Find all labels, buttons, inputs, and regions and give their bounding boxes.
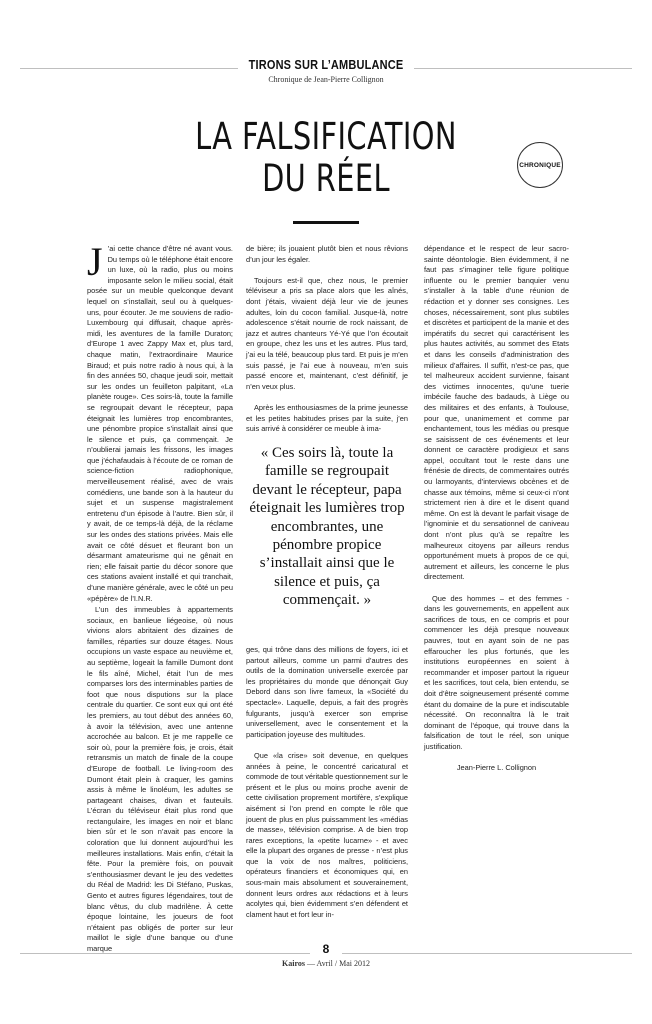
column-1-top [87,239,233,615]
section-title: TIRONS SUR L’AMBULANCE [248,58,404,72]
column-1-bottom [87,605,233,965]
title-underline-bar [293,221,359,224]
column-2-top [246,244,408,445]
section-header [0,58,652,84]
column-3 [424,244,569,784]
paragraph: dépendance et le respect de leur sacro-sainte déontologie. Bien évidemment, il ne faut pas s’imaginer telle figure politique influente ou le premier banquier venu s’installer à la table d’une réunion de rédaction et y donner ses consignes. Les choses, nécessairement, sont plus subtiles et discrètes et participent de la manie et des impératifs du secret qui caractérisent les plus hautes activités, au sommet des Etats et dans les conseils d’administration des milieux d’affaires. Il suffit, n’est-ce pas, que tel malheureux accident survienne, faisant des victimes innocentes, qu’une tuerie imbécile fauche des badauds, à Liège ou des militaires et des enfants, à Toulouse, pour que, unanimement et comme par enchantement, tous les médias ou presque se saisissent de ces événements et leur donnent ce caractère prodigieux et sans appel, occultant tout le reste dans une frénésie de directs, de commentaires outrés ou larmoyants, d’interviews obcènes et de chasse aux témoins, même si ceux-ci n’ont strictement rien à dire et le disent quand même. On est là devant le parfait visage de l’ignominie et du sensationnel de caniveau dont n’ont plus qu’à se repaître les malheureux citoyens par ailleurs rendus opportunément muets à propos de ce qui, autrement et ailleurs, les concerne le plus directement. [424,244,569,582]
paragraph: Que «la crise» soit devenue, en quelques années à peine, le concentré caricatural et commode de tout véritable questionnement sur le présent et le plus ou moins proche avenir de cette civilisation proprement mortifère, s’explique aisément si l’on prend en compte le rôle que jouent de plus en plus puissamment les «médias de masse», télévision comprise. A de bien trop rares exceptions, la «petite lucarne» - et avec elle la plupart des organes de presse - n’est plus que la voix de nos maîtres, politiciens, opérateurs financiers et économiques qui, en sous-main mais absolument et souverainement, donnent leurs ordres aux rédactions et à leurs acolytes qui, bien évidemment s’en défendent et clament haut et fort leur in- [246,750,408,919]
column-byline: Chronique de Jean-Pierre Collignon [268,75,384,84]
paragraph: Toujours est-il que, chez nous, le premier téléviseur a pris sa place alors que les aînés, dont j’étais, vivaient déjà leur vie de jeunes adultes, loin du cocon familial. Jusque-là, notre adolescence s’était nourrie de rock naissant, de jazz et autres chanteurs Yé-Yé que l’on écoutait en groupe, chez les uns et les autres. Plus tard, j’ai eu la télé, beaucoup plus tard. Et puis je m’en suis passé, je l’ai eue à nouveau, m’en suis passé encore et, maintenant, c’est définitif, je n’en veux plus. [246,275,408,391]
page-footer [0,942,652,968]
column-2-bottom [246,645,408,931]
issue-info [0,959,652,968]
drop-cap: J [87,239,103,284]
magazine-name: Kairos [282,959,305,968]
article-title-line-2: DU RÉEL [262,157,390,200]
article-title-line-1: LA FALSIFICATION [195,115,457,158]
issue-date: — Avril / Mai 2012 [307,959,370,968]
page-number: 8 [322,942,330,956]
chronique-badge: CHRONIQUE [517,142,563,188]
paragraph: Que des hommes – et des femmes - dans les gouvernements, en appellent aux sacrifices de tous, en ce compris et pour commencer les déjà presque nouveaux pauvres, tout en ayant soin de ne pas effaroucher les plus fortunés, que les institutions européennes en soient à recommander et imposer partout la rigueur et les sacrifices, tout cela, bien entendu, se doit d’être soigneusement présenté comme étant du domaine de la pure et indiscutable nécessité. On reconnaîtra là le trait dominant de l’époque, qui trouve dans la falsification de tout le réel, son unique justification. [424,593,569,751]
paragraph: Après les enthousiasmes de la prime jeunesse et les petites habitudes prises par la suite, j’en suis arrivé à considérer ce meuble à ima- [246,402,408,434]
paragraph [87,239,233,604]
paragraph: de bière; ils jouaient plutôt bien et nous rêvions d’un jour les égaler. [246,244,408,264]
paragraph: L’un des immeubles à appartements sociaux, en banlieue liégeoise, où nous vivions alors abritaient des dizaines de familles, réparties sur douze étages. Nous occupions un vaste espace au neuvième et, au septième, logeait la famille Dumont dont le fils aîné, Michel, était l’un de mes comparses lors des interminables parties de foot que nous disputions sur la place centrale du quartier. Ce sont eux qui ont été les premiers, au tout début des années 60, à avoir la télévision, avec une antenne accrochée au balcon. Et je me rappelle ce soir où, pour la première fois, je crois, était retransmis un match de finale de la coupe d’Europe de football. Le living-room des Dumont était plein à craquer, les gamins assis à même le linoléum, les adultes se partageant chaises, divan et fauteuils. L’écran du téléviseur était plus rond que rectangulaire, les images en noir et blanc bien sûr et le son n’avait pas encore la coloration que lui donnent aujourd’hui les meilleures installations. Mais enfin, c’était la fête. Pour la première fois, on pouvait s’enthousiasmer devant le jeu des vedettes du Réal de Madrid: les Di Stéfano, Puskas, Gento et autres figures légendaires, tout de blanc vêtus, du club madrilène. À cette époque lointaine, les joueurs de foot n’étaient pas obligés de porter sur leur maillot le sigle d’une banque ou d’une marque [87,605,233,953]
paragraph: ges, qui trône dans des millions de foyers, ici et partout ailleurs, comme un parmi d’autres des outils de la domination universelle exercée par les propriétaires du monde que dénonçait Guy Debord dans son livre fameux, la «Société du spectacle». Laquelle, depuis, a fait des progrès fulgurants, jusqu’à exercer son emprise universellement, avec le consentement et la participation joyeuse des multitudes. [246,645,408,739]
author-signature: Jean-Pierre L. Collignon [456,763,537,773]
pull-quote: « Ces soirs là, toute la famille se regroupait devant le récepteur, papa éteignait les lumières trop encombrantes, une pénombre propice s’installait ainsi que le silence et puis, ça commençait. » [249,445,405,609]
paragraph-text: ’ai cette chance d’être né avant vous. Du temps où le téléphone était encore un luxe, où la radio, plus ou moins imposante selon le milieu social, était posée sur un meuble quelconque devant lequel on s’installait, seul ou à quelques-uns, pour écouter. Je me souviens de radio-Luxembourg qui diffusait, chaque après-midi, les aventures de la famille Duraton; d’Europe 1 avec Zappy Max et, plus tard, chaque matin, l’extraordinaire Maurice Biraud; et puis notre radio à nous qui, à la fin des années 50, chaque jeudi soir, mettait sur les ondes un feuilleton palpitant, «La planète rouge». Ces soirs-là, toute la famille se regroupait devant le récepteur, papa éteignait les lumières trop encombrantes, une pénombre propice s’installait ainsi que le silence et puis, ça commençait. Je n’oublierai jamais les frissons, les images que j’échafaudais à l’écoute de ce roman de science-fiction radiophonique, merveilleusement réalisé, avec de vrais comédiens, une bande son à la hauteur du sujet et un suspense magistralement entretenu d’un épisode à l’autre. Bien sûr, il y avait, de ce temps-là déjà, de la réclame sur les ondes des stations privées. Mais elle avait ce côté désuet et fleurant bon un désarmant amateurisme qui ne gênait en rien; elle faisait partie du décor sonore que ces stations avaient installé et qui tranchait, d’une manière générale, avec le côté un peu «pépère» de l’I.N.R. [87,244,233,603]
